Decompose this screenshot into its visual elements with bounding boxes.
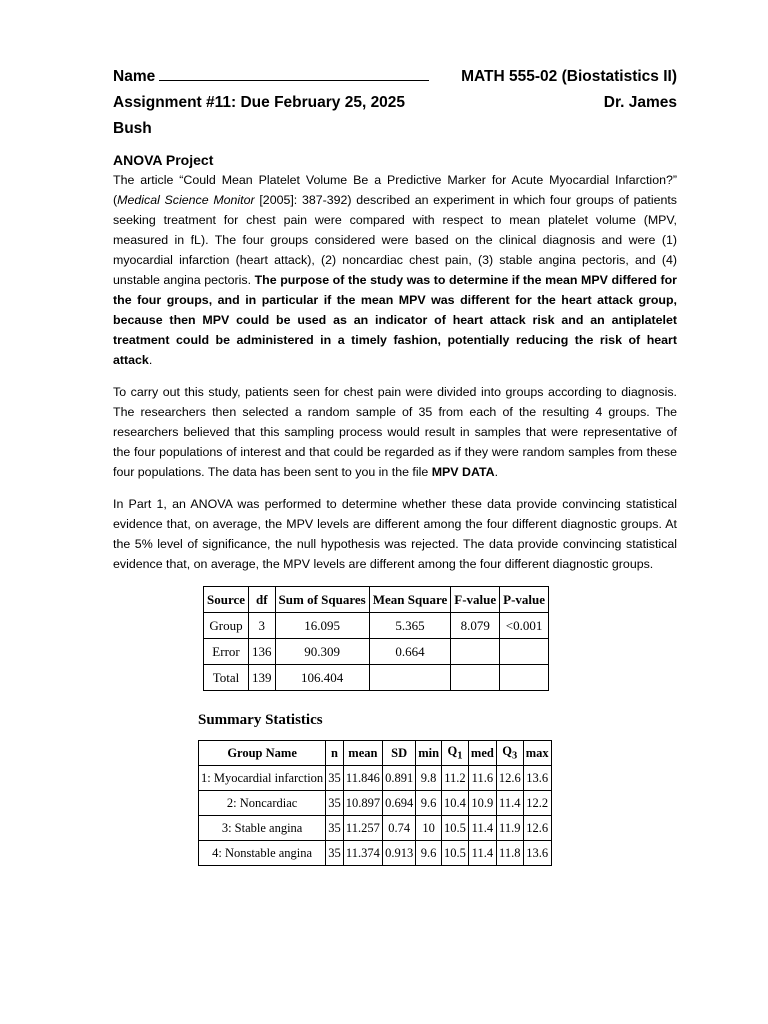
table-cell: 11.8 [496,841,523,866]
table-cell: 10.5 [442,816,469,841]
table-cell: 0.891 [383,766,416,791]
summary-header: mean [343,741,382,766]
table-cell: 10 [416,816,442,841]
table-cell: 11.9 [496,816,523,841]
para1-text-a: The article “Could Mean Platelet Volume Be a Predictive Marker for Acute Myocardial Infarction?” ( [113,173,677,207]
table-cell: 11.846 [343,766,382,791]
header-line-2 [113,90,677,116]
table-cell: 2: Noncardiac [199,791,326,816]
data-file-name: MPV DATA [431,465,495,479]
table-cell: 13.6 [523,766,551,791]
table-cell: 1: Myocardial infarction [199,766,326,791]
table-cell: 11.4 [468,841,496,866]
instructor-last: Bush [113,120,152,137]
table-row [199,816,552,841]
anova-header-row [204,587,549,613]
para2-text: To carry out this study, patients seen for chest pain were divided into groups according to diagnosis. The researchers then selected a random sample of 35 from each of the resulting 4 groups. The researchers believed that this sampling process would result in samples that were representative of the four populations of interest and that could be regarded as if they were random samples from these four populations. The data has been sent to you in the file [113,385,677,479]
table-cell: 13.6 [523,841,551,866]
table-cell: 3 [249,613,276,639]
summary-header-row [199,741,552,766]
table-cell: 12.2 [523,791,551,816]
q3-subscript: 3 [512,750,518,762]
table-cell: 136 [249,639,276,665]
table-cell: 9.6 [416,791,442,816]
table-cell: 5.365 [369,613,451,639]
summary-header: Group Name [199,741,326,766]
table-cell: 8.079 [451,613,500,639]
table-row [199,841,552,866]
document-page [113,64,677,574]
table-cell: 11.257 [343,816,382,841]
table-cell: 0.74 [383,816,416,841]
table-cell: 9.6 [416,841,442,866]
table-cell [451,639,500,665]
summary-header: n [326,741,344,766]
summary-header: max [523,741,551,766]
table-cell [369,665,451,691]
table-cell: 11.2 [442,766,469,791]
table-cell: 11.4 [496,791,523,816]
table-cell: 0.913 [383,841,416,866]
instructor-first: Dr. James [603,94,677,111]
header-line-1 [113,64,677,90]
table-cell [500,639,549,665]
table-cell: <0.001 [500,613,549,639]
table-cell: 11.6 [468,766,496,791]
name-label: Name [113,68,156,85]
summary-header [442,741,469,766]
course-title: MATH 555-02 (Biostatistics II) [461,68,677,85]
anova-table [203,586,549,691]
table-cell: 10.4 [442,791,469,816]
table-cell: 90.309 [275,639,369,665]
summary-header: med [468,741,496,766]
study-purpose: The purpose of the study was to determine if the mean MPV differed for the four groups, and in particular if the mean MPV was different for the heart attack group, because then MPV could be used as an indicator of heart attack risk and an antiplatelet treatment could be administered in a timely fashion, potentially reducing the risk of heart attack [113,273,677,367]
table-row [199,766,552,791]
table-cell: 16.095 [275,613,369,639]
table-cell [500,665,549,691]
table-cell: 35 [326,766,344,791]
table-cell: 35 [326,841,344,866]
table-row [199,791,552,816]
table-cell: 139 [249,665,276,691]
summary-header: SD [383,741,416,766]
paragraph-sampling [113,382,677,482]
anova-header: Mean Square [369,587,451,613]
paragraph-intro [113,170,677,370]
assignment-title: Assignment #11: Due February 25, 2025 [113,94,406,111]
table-cell: 11.374 [343,841,382,866]
table-cell: Total [204,665,249,691]
table-row [204,613,549,639]
table-cell: 35 [326,791,344,816]
name-blank-line [159,66,429,81]
table-cell: 10.5 [442,841,469,866]
para1-text-b: [2005]: 387-392) described an experiment in which four groups of patients seeking treatment for chest pain were compared with respect to mean platelet volume (MPV, measured in fL). The four groups considered were based on the clinical diagnosis and were (1) myocardial infarction (heart attack), (2) noncardiac chest pain, (3) stable angina pectoris, and (4) unstable angina pectoris. [113,193,678,287]
anova-header: P-value [500,587,549,613]
q3-label: Q [502,744,513,759]
q1-label: Q [447,744,458,759]
q1-subscript: 1 [457,750,463,762]
table-cell: 4: Nonstable angina [199,841,326,866]
table-cell: 12.6 [523,816,551,841]
paragraph-anova-result: In Part 1, an ANOVA was performed to determine whether these data provide convincing statistical evidence that, on average, the MPV levels are different among the four different diagnostic groups. At the 5% level of significance, the null hypothesis was rejected. The data provide convincing statistical evidence that, on average, the MPV levels are different among the four different diagnostic groups. [113,497,677,571]
table-cell: 0.664 [369,639,451,665]
anova-header: F-value [451,587,500,613]
table-cell: 35 [326,816,344,841]
anova-header: Source [204,587,249,613]
table-cell: 10.9 [468,791,496,816]
table-row [204,665,549,691]
summary-header [496,741,523,766]
summary-header: min [416,741,442,766]
table-row [204,639,549,665]
journal-name: Medical Science Monitor [117,193,255,207]
summary-table [198,740,552,866]
table-cell: Group [204,613,249,639]
anova-header: Sum of Squares [275,587,369,613]
table-cell: 3: Stable angina [199,816,326,841]
table-cell: 106.404 [275,665,369,691]
table-cell [451,665,500,691]
para2-end: . [494,465,499,479]
table-cell: 11.4 [468,816,496,841]
table-cell: 12.6 [496,766,523,791]
table-cell: 0.694 [383,791,416,816]
section-title: ANOVA Project [113,152,214,168]
summary-title: Summary Statistics [198,712,323,728]
anova-header: df [249,587,276,613]
table-cell: 9.8 [416,766,442,791]
table-cell: Error [204,639,249,665]
table-cell: 10.897 [343,791,382,816]
para1-end: . [148,353,153,367]
